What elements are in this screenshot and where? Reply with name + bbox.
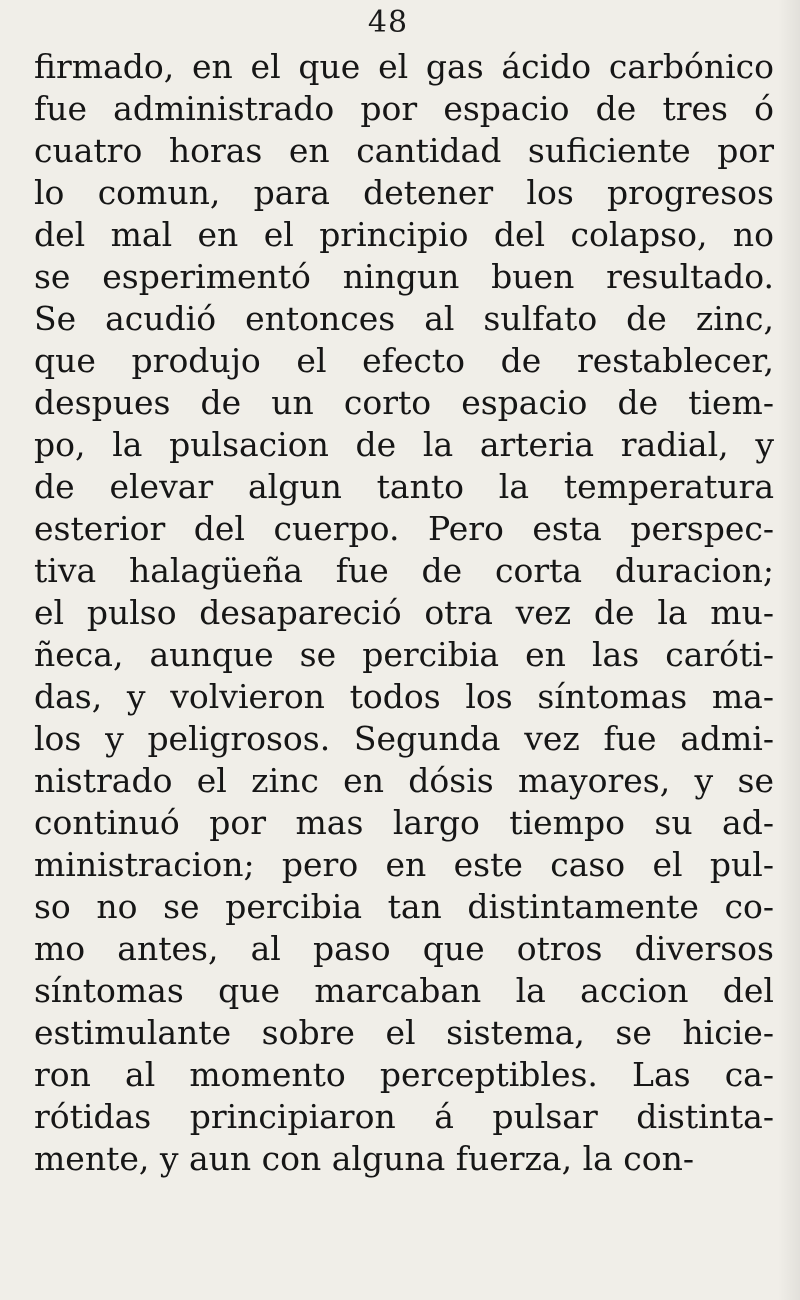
text-line: das, y volvieron todos los síntomas ma-: [34, 677, 774, 716]
text-line: firmado, en el que el gas ácido carbónico: [34, 47, 774, 86]
text-line: del mal en el principio del colapso, no: [34, 215, 774, 254]
text-line: ñeca, aunque se percibia en las caróti-: [34, 635, 774, 674]
text-line: que produjo el efecto de restablecer,: [34, 341, 774, 380]
text-line: el pulso desapareció otra vez de la mu-: [34, 593, 774, 632]
text-line: mente, y aun con alguna fuerza, la con-: [34, 1139, 695, 1178]
text-line: Se acudió entonces al sulfato de zinc,: [34, 299, 774, 338]
text-line: fue administrado por espacio de tres ó: [34, 89, 774, 128]
text-line: cuatro horas en cantidad suficiente por: [34, 131, 774, 170]
text-line: esterior del cuerpo. Pero esta perspec-: [34, 509, 774, 548]
text-line: de elevar algun tanto la temperatura: [34, 467, 774, 506]
text-line: rótidas principiaron á pulsar distinta-: [34, 1097, 774, 1136]
text-line: tiva halagüeña fue de corta duracion;: [34, 551, 774, 590]
text-line: los y peligrosos. Segunda vez fue admi-: [34, 719, 774, 758]
text-line: mo antes, al paso que otros diversos: [34, 929, 774, 968]
body-text: [34, 46, 774, 1180]
page-edge-shadow: [778, 0, 800, 1300]
text-line: nistrado el zinc en dósis mayores, y se: [34, 761, 774, 800]
text-line: po, la pulsacion de la arteria radial, y: [34, 425, 774, 464]
page-number: 48: [367, 5, 409, 40]
text-line: se esperimentó ningun buen resultado.: [34, 257, 774, 296]
text-line: ministracion; pero en este caso el pul-: [34, 845, 774, 884]
text-line: so no se percibia tan distintamente co-: [34, 887, 774, 926]
text-line: lo comun, para detener los progresos: [34, 173, 774, 212]
text-line: ron al momento perceptibles. Las ca-: [34, 1055, 774, 1094]
text-line: síntomas que marcaban la accion del: [34, 971, 774, 1010]
text-line: estimulante sobre el sistema, se hicie-: [34, 1013, 774, 1052]
text-line: despues de un corto espacio de tiem-: [34, 383, 774, 422]
text-line: continuó por mas largo tiempo su ad-: [34, 803, 774, 842]
